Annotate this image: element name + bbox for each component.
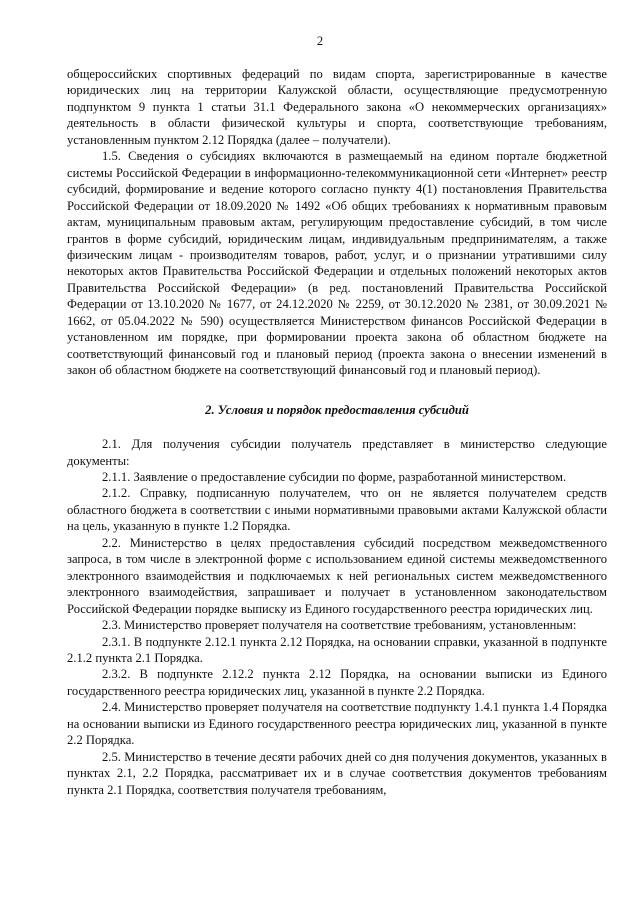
document-body	[67, 66, 607, 798]
section-heading-2: 2. Условия и порядок предоставления субсидий	[205, 402, 469, 417]
paragraph-2-3-2: 2.3.2. В подпункте 2.12.2 пункта 2.12 Порядка, на основании выписки из Единого государственного реестра юридических лиц, указанной в пункте 2.2 Порядка.	[67, 667, 607, 698]
paragraph-2-2: 2.2. Министерство в целях предоставления субсидий посредством межведомственного запроса, в том числе в электронной форме с использованием единой системы межведомственного электронного взаимодействия и подключаемых к ней региональных систем межведомственного электронного взаимодействия, запрашивает и получает в установленном законодательством Российской Федерации порядке выписку из Единого государственного реестра юридических лиц.	[67, 535, 607, 616]
paragraph-2-3-1: 2.3.1. В подпункте 2.12.1 пункта 2.12 Порядка, на основании справки, указанной в подпункте 2.1.2 пункта 2.1 Порядка.	[67, 634, 607, 665]
paragraph-2-1-2: 2.1.2. Справку, подписанную получателем, что он не является получателем средств областного бюджета в соответствии с иными нормативными правовыми актами Калужской области на цель, указанную в пункте 1.2 Порядка.	[67, 486, 607, 534]
paragraph-2-4: 2.4. Министерство проверяет получателя на соответствие подпункту 1.4.1 пункта 1.4 Порядка на основании выписки из Единого государственного реестра юридических лиц, указанной в пункте 2.2 Порядка.	[67, 700, 607, 748]
page-number: 2	[316, 34, 324, 48]
paragraph-2-5: 2.5. Министерство в течение десяти рабочих дней со дня получения документов, указанных в пунктах 2.1, 2.2 Порядка, рассматривает их и в случае соответствия документов требованиям пункта 2.1 Порядка, соответствия получателя требованиям,	[67, 749, 607, 797]
paragraph-2-1: 2.1. Для получения субсидии получатель представляет в министерство следующие документы:	[67, 437, 607, 468]
paragraph-1-4-continuation: общероссийских спортивных федераций по видам спорта, зарегистрированные в качестве юридических лиц на территории Калужской области, осуществляющие предусмотренную подпунктом 9 пункта 1 статьи 31.1 Федерального закона «О некоммерческих организациях» деятельность в области физической культуры и спорта, соответствующие требованиям, установленным пунктом 2.12 Порядка (далее – получатели).	[67, 67, 607, 147]
paragraph-1-5: 1.5. Сведения о субсидиях включаются в размещаемый на едином портале бюджетной системы Российской Федерации в информационно-телекоммуникационной сети «Интернет» реестр субсидий, формирование и ведение которого согласно пункту 4(1) постановления Правительства Российской Федерации от 18.09.2020 № 1492 «Об общих требованиях к нормативным правовым актам, муниципальным правовым актам, регулирующим предоставление субсидий, в том числе грантов в форме субсидий, юридическим лицам, индивидуальным предпринимателям, а также физическим лицам - производителям товаров, работ, услуг, и о признании утратившими силу некоторых актов Правительства Российской Федерации и отдельных положений некоторых актов Правительства Российской Федерации» (в ред. постановлений Правительства Российской Федерации от 13.10.2020 № 1677, от 24.12.2020 № 2259, от 30.12.2020 № 2381, от 30.09.2021 № 1662, от 05.04.2022 № 590) осуществляется Министерством финансов Российской Федерации в установленном им порядке, при формировании проекта закона об областном бюджете на соответствующий финансовый год и плановый период (проекта закона о внесении изменений в закон об областном бюджете на соответствующий финансовый год и плановый период).	[67, 149, 607, 378]
paragraph-2-1-1: 2.1.1. Заявление о предоставление субсидии по форме, разработанной министерством.	[102, 469, 567, 484]
paragraph-2-3: 2.3. Министерство проверяет получателя на соответствие требованиям, установленным:	[102, 618, 577, 633]
